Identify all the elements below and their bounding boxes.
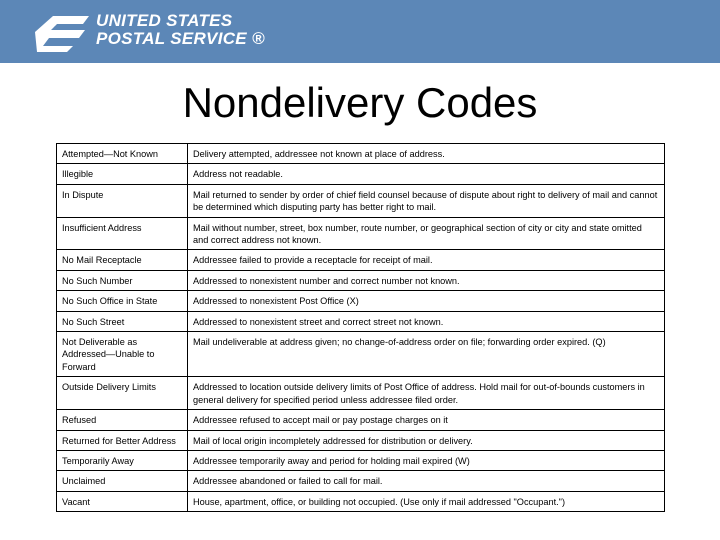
codes-table [56,143,665,512]
table-row [57,270,665,290]
page-title: Nondelivery Codes [182,79,538,126]
table-row [57,217,665,250]
code-cell: Refused [57,410,188,430]
table-row [57,450,665,470]
table-row [57,311,665,331]
description-cell: Mail returned to sender by order of chief field counsel because of dispute about right to delivery of mail and cannot be determined which disputing party has better right to mail. [188,184,665,217]
code-cell: In Dispute [57,184,188,217]
table-row [57,471,665,491]
description-cell: Addressee failed to provide a receptacle for receipt of mail. [188,250,665,270]
code-cell: Insufficient Address [57,217,188,250]
table-row [57,144,665,164]
code-cell: Temporarily Away [57,450,188,470]
code-cell: Returned for Better Address [57,430,188,450]
code-cell: Unclaimed [57,471,188,491]
table-row [57,184,665,217]
table-row [57,377,665,410]
table-row [57,332,665,377]
table-row [57,250,665,270]
code-cell: Vacant [57,491,188,511]
code-cell: No Such Office in State [57,291,188,311]
code-cell: No Such Number [57,270,188,290]
eagle-logo-icon [33,10,91,54]
description-cell: Addressee refused to accept mail or pay postage charges on it [188,410,665,430]
description-cell: Mail without number, street, box number, route number, or geographical section of city or city and state omitted and correct address not known. [188,217,665,250]
code-cell: Attempted—Not Known [57,144,188,164]
description-cell: Address not readable. [188,164,665,184]
description-cell: Addressed to nonexistent Post Office (X) [188,291,665,311]
table-row [57,410,665,430]
description-cell: Delivery attempted, addressee not known at place of address. [188,144,665,164]
header-banner [0,0,720,63]
brand-wordmark [96,12,265,48]
description-cell: Addressee abandoned or failed to call for mail. [188,471,665,491]
description-cell: Addressed to nonexistent street and correct street not known. [188,311,665,331]
description-cell: Addressed to nonexistent number and correct number not known. [188,270,665,290]
table-row [57,491,665,511]
code-cell: Illegible [57,164,188,184]
description-cell: House, apartment, office, or building not occupied. (Use only if mail addressed "Occupant.") [188,491,665,511]
table-row [57,430,665,450]
description-cell: Mail of local origin incompletely addressed for distribution or delivery. [188,430,665,450]
description-cell: Addressed to location outside delivery limits of Post Office of address. Hold mail for out-of-bounds customers in general delivery for specified period unless addressee filed order. [188,377,665,410]
brand-line-1: UNITED STATES [96,11,233,30]
table-row [57,291,665,311]
code-cell: No Mail Receptacle [57,250,188,270]
code-cell: Outside Delivery Limits [57,377,188,410]
table-row [57,164,665,184]
code-cell: Not Deliverable as Addressed—Unable to Forward [57,332,188,377]
code-cell: No Such Street [57,311,188,331]
brand-line-2: POSTAL SERVICE ® [96,29,265,48]
description-cell: Mail undeliverable at address given; no change-of-address order on file; forwarding order expired. (Q) [188,332,665,377]
description-cell: Addressee temporarily away and period for holding mail expired (W) [188,450,665,470]
